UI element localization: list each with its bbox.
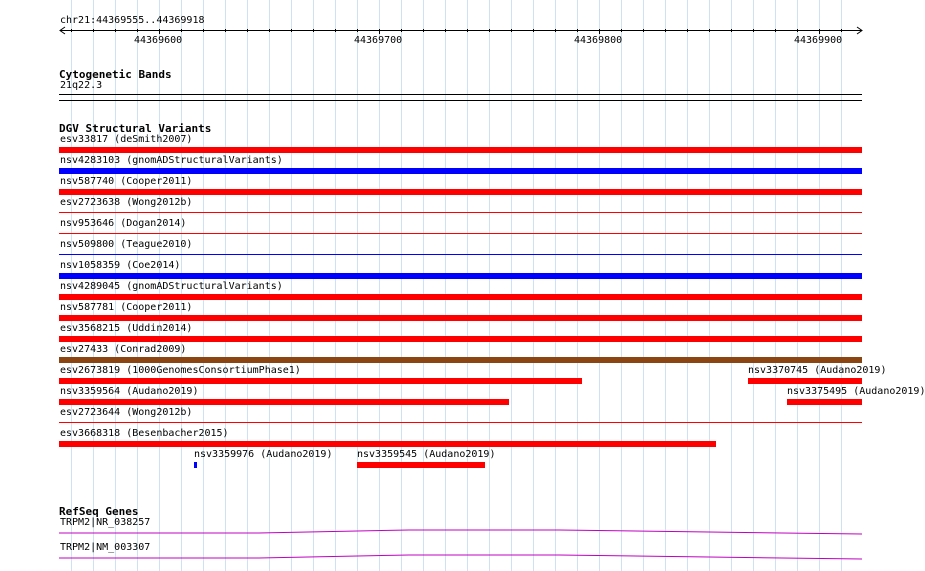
gene-label[interactable]: TRPM2|NM_003307 (60, 542, 151, 553)
dgv-track-title[interactable]: DGV Structural Variants (59, 122, 212, 135)
ruler-tick (599, 29, 600, 34)
variant-bar[interactable] (748, 378, 862, 384)
variant-label[interactable]: esv2723638 (Wong2012b) (60, 197, 193, 208)
variant-label[interactable]: nsv3359545 (Audano2019) (357, 449, 496, 460)
ruler-tick-label: 44369600 (134, 35, 183, 46)
variant-label[interactable]: esv2723644 (Wong2012b) (60, 407, 193, 418)
variant-label[interactable]: esv3668318 (Besenbacher2015) (60, 428, 229, 439)
variant-label[interactable]: nsv953646 (Dogan2014) (60, 218, 187, 229)
variant-line[interactable] (59, 254, 862, 255)
variant-bar[interactable] (194, 462, 197, 468)
gene-model[interactable] (59, 527, 862, 537)
variant-label[interactable]: nsv509800 (Teague2010) (60, 239, 193, 250)
ruler-tick (379, 29, 380, 34)
variant-label[interactable]: nsv4289045 (gnomADStructuralVariants) (60, 281, 283, 292)
ruler-position: chr21:44369555..44369918 (60, 15, 205, 26)
variant-label[interactable]: nsv3370745 (Audano2019) (748, 365, 887, 376)
variant-bar[interactable] (357, 462, 485, 468)
variant-bar[interactable] (59, 357, 862, 363)
variant-label[interactable]: nsv4283103 (gnomADStructuralVariants) (60, 155, 283, 166)
variant-line[interactable] (59, 233, 862, 234)
ruler-tick-label: 44369700 (354, 35, 403, 46)
refseq-track-title[interactable]: RefSeq Genes (59, 505, 139, 518)
ruler-tick (159, 29, 160, 34)
variant-bar[interactable] (59, 294, 862, 300)
ruler-tick (819, 29, 820, 34)
variant-label[interactable]: esv3568215 (Uddin2014) (60, 323, 193, 334)
cytoband-bar-top (59, 94, 862, 95)
ruler-tick-label: 44369800 (574, 35, 623, 46)
variant-bar[interactable] (59, 273, 862, 279)
variant-label[interactable]: nsv3375495 (Audano2019) (787, 386, 925, 397)
variant-bar[interactable] (59, 168, 862, 174)
variant-label[interactable]: nsv1058359 (Coe2014) (60, 260, 181, 271)
variant-bar[interactable] (59, 441, 716, 447)
variant-bar[interactable] (59, 147, 862, 153)
variant-label[interactable]: nsv587781 (Cooper2011) (60, 302, 193, 313)
variant-label[interactable]: esv33817 (deSmith2007) (60, 134, 193, 145)
gene-label[interactable]: TRPM2|NR_038257 (60, 517, 151, 528)
cytoband-bar-bottom (59, 100, 862, 101)
variant-label[interactable]: nsv587740 (Cooper2011) (60, 176, 193, 187)
variant-label[interactable]: nsv3359976 (Audano2019) (194, 449, 333, 460)
cytoband-track-title[interactable]: Cytogenetic Bands (59, 68, 172, 81)
gene-model[interactable] (59, 552, 862, 562)
variant-bar[interactable] (59, 336, 862, 342)
variant-line[interactable] (59, 212, 862, 213)
variant-bar[interactable] (59, 189, 862, 195)
variant-bar[interactable] (59, 399, 509, 405)
variant-bar[interactable] (59, 378, 582, 384)
ruler-tick-label: 44369900 (794, 35, 843, 46)
variant-line[interactable] (59, 422, 862, 423)
variant-label[interactable]: nsv3359564 (Audano2019) (60, 386, 199, 397)
cytoband-label[interactable]: 21q22.3 (60, 80, 103, 91)
variant-label[interactable]: esv27433 (Conrad2009) (60, 344, 187, 355)
variant-label[interactable]: esv2673819 (1000GenomesConsortiumPhase1) (60, 365, 301, 376)
variant-bar[interactable] (787, 399, 862, 405)
variant-bar[interactable] (59, 315, 862, 321)
